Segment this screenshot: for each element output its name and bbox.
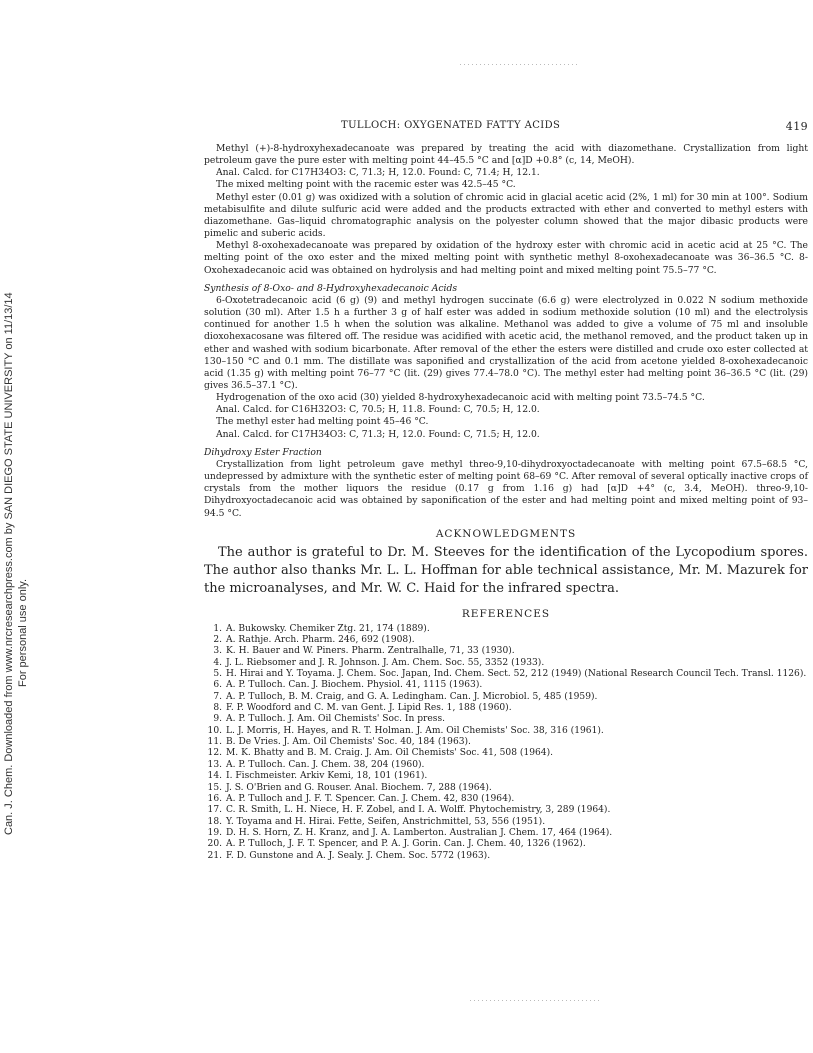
reference-text: C. R. Smith, L. H. Niece, H. F. Zobel, and I. A. Wolff. Phytochemistry, 3, 289 (1964).: [226, 805, 611, 816]
scan-artifact-bottom: [470, 1000, 600, 1001]
body-paragraph: Methyl (+)-8-hydroxyhexadecanoate was prepared by treating the acid with diazomethane. Crystallization from light petroleum gave the pure ester with melting point 44–45.5 °C and [α]D +0.8° (c, 14, MeOH).: [204, 143, 808, 167]
reference-text: A. Bukowsky. Chemiker Ztg. 21, 174 (1889).: [226, 623, 430, 634]
reference-item: [204, 794, 808, 805]
reference-text: A. P. Tulloch, J. F. T. Spencer, and P. A. J. Gorin. Can. J. Chem. 40, 1326 (1962).: [226, 839, 586, 850]
reference-number: 2.: [213, 635, 222, 646]
reference-number: 1.: [213, 623, 222, 634]
reference-text: A. P. Tulloch, B. M. Craig, and G. A. Ledingham. Can. J. Microbiol. 5, 485 (1959).: [226, 691, 598, 702]
reference-number: 19.: [207, 827, 222, 838]
reference-number: 18.: [207, 816, 222, 827]
reference-item: [204, 748, 808, 759]
acknowledgments-heading: ACKNOWLEDGMENTS: [435, 527, 577, 540]
reference-item: [204, 680, 808, 691]
synthesis-paragraph: 6-Oxotetradecanoic acid (6 g) (9) and methyl hydrogen succinate (6.6 g) were electrolyzed in 0.022 N sodium methoxide solution (30 ml). After 1.5 h a further 3 g of half ester was added in sodium methoxide solution (10 ml) and the electrolysis continued for another 1.5 h when the solution was alkaline. Methanol was added to give a volume of 75 ml and insoluble dioxohexacosane was filtered off. The residue was acidified with acetic acid, the methanol removed, and the product taken up in ether and washed with sodium bicarbonate. After removal of the ether the esters were distilled and crude oxo ester collected at 130–150 °C and 0.1 mm. The distillate was saponified and crystallization of the acid from acetone yielded 8-oxohexadecanoic acid (1.35 g) with melting point 76–77 °C (lit. (29) gives 77.4–78.0 °C). The methyl ester had melting point 36–36.5 °C (lit. (29) gives 36.5–37.1 °C).: [204, 294, 808, 391]
reference-item: [204, 737, 808, 748]
watermark-line-2: For personal use only.: [17, 578, 29, 687]
article-page: [204, 120, 808, 862]
reference-item: [204, 817, 808, 828]
reference-number: 13.: [207, 759, 222, 770]
body-paragraph: The mixed melting point with the racemic ester was 42.5–45 °C.: [216, 179, 516, 191]
reference-number: 6.: [213, 680, 222, 691]
reference-number: 12.: [207, 748, 222, 759]
reference-text: A. P. Tulloch. J. Am. Oil Chemists' Soc. In press.: [226, 714, 446, 725]
reference-item: [204, 783, 808, 794]
reference-text: J. S. O'Brien and G. Rouser. Anal. Biochem. 7, 288 (1964).: [226, 782, 492, 793]
reference-number: 10.: [207, 725, 222, 736]
reference-text: A. P. Tulloch and J. F. T. Spencer. Can. J. Chem. 42, 830 (1964).: [226, 793, 515, 804]
reference-text: Y. Toyama and H. Hirai. Fette, Seifen, Anstrichmittel, 53, 556 (1951).: [226, 816, 546, 827]
reference-text: I. Fischmeister. Arkiv Kemi, 18, 101 (1961).: [226, 771, 428, 782]
running-title: TULLOCH: OXYGENATED FATTY ACIDS: [341, 120, 561, 131]
reference-item: [204, 692, 808, 703]
reference-text: F. D. Gunstone and A. J. Sealy. J. Chem. Soc. 5772 (1963).: [226, 850, 491, 861]
reference-number: 14.: [207, 771, 222, 782]
reference-item: [204, 839, 808, 850]
synthesis-paragraph: Hydrogenation of the oxo acid (30) yielded 8-hydroxyhexadecanoic acid with melting point 73.5–74.5 °C.: [216, 392, 705, 404]
reference-number: 8.: [213, 703, 222, 714]
reference-item: [204, 669, 808, 680]
reference-item: [204, 714, 808, 725]
reference-item: [204, 851, 808, 862]
reference-list: [204, 624, 808, 862]
reference-item: [204, 703, 808, 714]
reference-item: [204, 624, 808, 635]
synthesis-paragraph: Anal. Calcd. for C17H34O3: C, 71.3; H, 12.0. Found: C, 71.5; H, 12.0.: [216, 428, 540, 440]
synthesis-paragraph: Anal. Calcd. for C16H32O3: C, 70.5; H, 11.8. Found: C, 70.5; H, 12.0.: [216, 404, 540, 416]
reference-number: 21.: [207, 850, 222, 861]
reference-number: 5.: [213, 669, 222, 680]
references-heading: REFERENCES: [461, 607, 551, 620]
reference-number: 3.: [213, 646, 222, 657]
reference-number: 4.: [213, 657, 222, 668]
reference-item: [204, 658, 808, 669]
reference-text: L. J. Morris, H. Hayes, and R. T. Holman. J. Am. Oil Chemists' Soc. 38, 316 (1961).: [226, 725, 604, 736]
reference-item: [204, 635, 808, 646]
reference-number: 9.: [213, 714, 222, 725]
reference-item: [204, 760, 808, 771]
running-header: [204, 120, 808, 133]
section-heading-synthesis: Synthesis of 8-Oxo- and 8-Hydroxyhexadecanoic Acids: [204, 282, 458, 294]
reference-item: [204, 805, 808, 816]
reference-text: B. De Vries. J. Am. Oil Chemists' Soc. 40, 184 (1963).: [226, 737, 471, 748]
reference-text: K. H. Bauer and W. Piners. Pharm. Zentralhalle, 71, 33 (1930).: [226, 646, 515, 657]
reference-item: [204, 771, 808, 782]
reference-text: M. K. Bhatty and B. M. Craig. J. Am. Oil Chemists' Soc. 41, 508 (1964).: [226, 748, 554, 759]
reference-text: A. P. Tulloch. Can. J. Chem. 38, 204 (1960).: [226, 759, 425, 770]
watermark-line-1: Can. J. Chem. Downloaded from www.nrcresearchpress.com by SAN DIEGO STATE UNIVERSITY on 11/13/14: [3, 292, 15, 835]
reference-item: [204, 646, 808, 657]
reference-text: D. H. S. Horn, Z. H. Kranz, and J. A. Lamberton. Australian J. Chem. 17, 464 (1964).: [226, 827, 613, 838]
body-paragraph: Methyl 8-oxohexadecanoate was prepared by oxidation of the hydroxy ester with chromic acid in acetic acid at 25 °C. The melting point of the oxo ester and the mixed melting point with synthetic methyl 8-oxohexadecanoate was 36–36.5 °C. 8-Oxohexadecanoic acid was obtained on hydrolysis and had melting point and mixed melting point 75.5–77 °C.: [204, 240, 808, 276]
body-paragraph: Methyl ester (0.01 g) was oxidized with a solution of chromic acid in glacial acetic acid (2%, 1 ml) for 30 min at 100°. Sodium metabisulfite and dilute sulfuric acid were added and the products extracted with ether and converted to methyl esters with diazomethane. Gas–liquid chromatographic analysis on the polyester column showed that the major dibasic products were pimelic and suberic acids.: [204, 191, 808, 240]
section-heading-dihydroxy: Dihydroxy Ester Fraction: [204, 446, 322, 458]
reference-number: 15.: [207, 782, 222, 793]
reference-text: H. Hirai and Y. Toyama. J. Chem. Soc. Japan, Ind. Chem. Sect. 52, 212 (1949) (National Research Council Tech. Transl. 1126).: [226, 669, 807, 680]
reference-text: F. P. Woodford and C. M. van Gent. J. Lipid Res. 1, 188 (1960).: [226, 703, 512, 714]
reference-text: A. Rathje. Arch. Pharm. 246, 692 (1908).: [226, 635, 415, 646]
reference-number: 16.: [207, 793, 222, 804]
reference-number: 11.: [207, 737, 222, 748]
dihydroxy-paragraph: Crystallization from light petroleum gave methyl threo-9,10-dihydroxyoctadecanoate with melting point 67.5–68.5 °C, undepressed by admixture with the synthetic ester of melting point 68–69 °C. After removal of several optically inactive crops of crystals from the mother liquors the residue (0.17 g from 1.16 g) had [α]D +4° (c, 3.4, MeOH). threo-9,10-Dihydroxyoctadecanoic acid was obtained by saponification of the ester and had melting point and mixed melting point of 93–94.5 °C.: [204, 458, 808, 519]
reference-text: J. L. Riebsomer and J. R. Johnson. J. Am. Chem. Soc. 55, 3352 (1933).: [226, 657, 545, 668]
acknowledgments-text: The author is grateful to Dr. M. Steeves for the identification of the Lycopodium spores. The author also thanks Mr. L. L. Hoffman for able technical assistance, Mr. M. Mazurek for the microanalyses, and Mr. W. C. Haid for the infrared spectra.: [204, 544, 808, 596]
scan-artifact-top: [460, 64, 580, 65]
reference-number: 7.: [213, 691, 222, 702]
reference-item: [204, 828, 808, 839]
reference-number: 20.: [207, 839, 222, 850]
synthesis-paragraph: The methyl ester had melting point 45–46 °C.: [216, 416, 429, 428]
reference-number: 17.: [207, 805, 222, 816]
download-watermark: [2, 215, 44, 835]
body-paragraph: Anal. Calcd. for C17H34O3: C, 71.3; H, 12.0. Found: C, 71.4; H, 12.1.: [216, 167, 540, 179]
reference-text: A. P. Tulloch. Can. J. Biochem. Physiol. 41, 1115 (1963).: [226, 680, 483, 691]
reference-item: [204, 726, 808, 737]
page-number: 419: [785, 120, 808, 133]
